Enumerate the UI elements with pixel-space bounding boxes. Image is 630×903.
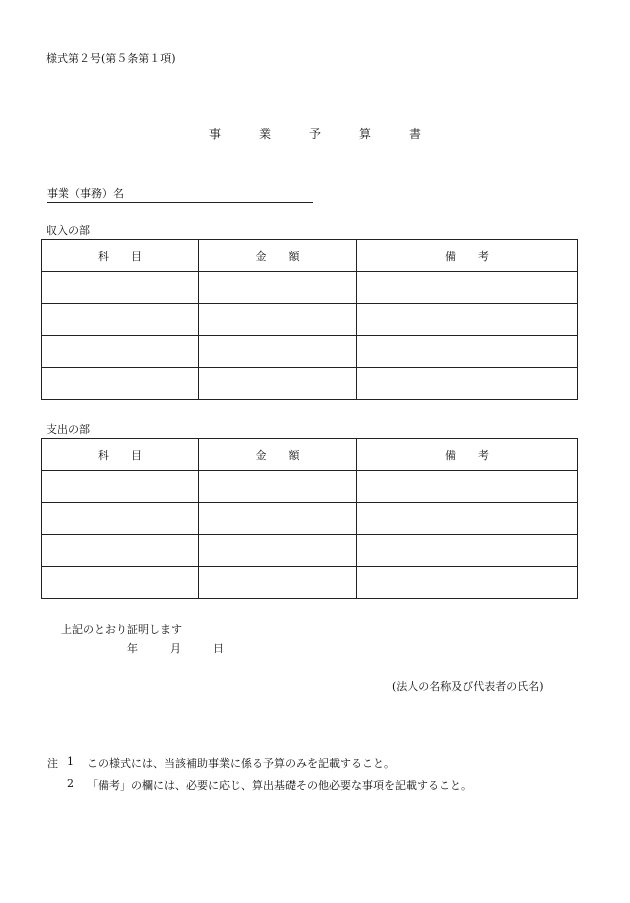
- column-header-item: 科 目: [42, 439, 199, 471]
- table-row: [42, 535, 578, 567]
- column-header-amount: 金 額: [199, 240, 357, 272]
- table-row: [42, 272, 578, 304]
- form-number: 様式第２号(第５条第１項): [46, 52, 176, 65]
- title-char: 業: [258, 127, 271, 141]
- note-number: 2: [67, 777, 74, 790]
- expense-table: [41, 438, 578, 599]
- table-cell: [42, 336, 199, 368]
- table-cell: [42, 304, 199, 336]
- table-cell: [357, 336, 578, 368]
- table-row: [42, 567, 578, 599]
- table-cell: [42, 503, 199, 535]
- column-header-remarks: 備 考: [357, 439, 578, 471]
- date-year-label: 年: [127, 642, 138, 655]
- title-char: 事: [208, 127, 221, 141]
- table-cell: [199, 503, 357, 535]
- date-day-label: 日: [213, 642, 224, 655]
- project-name-label: 事業（事務）名: [47, 187, 124, 200]
- expense-section-label: 支出の部: [46, 423, 90, 436]
- table-cell: [199, 272, 357, 304]
- column-header-item: 科 目: [42, 240, 199, 272]
- table-cell: [42, 368, 199, 400]
- table-row: [42, 304, 578, 336]
- table-cell: [357, 304, 578, 336]
- column-header-remarks: 備 考: [357, 240, 578, 272]
- income-table: [41, 239, 578, 400]
- table-cell: [199, 567, 357, 599]
- table-cell: [357, 272, 578, 304]
- table-cell: [199, 304, 357, 336]
- table-row: [42, 336, 578, 368]
- table-cell: [357, 567, 578, 599]
- note-item: [47, 777, 472, 793]
- note-item: [47, 755, 472, 771]
- table-cell: [357, 471, 578, 503]
- note-mark: 注: [47, 757, 58, 770]
- income-section-label: 収入の部: [46, 224, 90, 237]
- table-cell: [357, 503, 578, 535]
- note-number: 1: [67, 755, 74, 768]
- table-row: [42, 368, 578, 400]
- table-cell: [357, 535, 578, 567]
- table-cell: [199, 368, 357, 400]
- table-cell: [199, 336, 357, 368]
- table-cell: [42, 471, 199, 503]
- title-char: 書: [409, 127, 422, 141]
- signer-label: (法人の名称及び代表者の氏名): [392, 680, 544, 693]
- table-cell: [199, 471, 357, 503]
- table-cell: [199, 535, 357, 567]
- table-row: [42, 503, 578, 535]
- table-row: [42, 471, 578, 503]
- table-cell: [357, 368, 578, 400]
- notes-section: [47, 755, 472, 799]
- title-char: 予: [308, 127, 321, 141]
- column-header-amount: 金 額: [199, 439, 357, 471]
- note-text: この様式には、当該補助事業に係る予算のみを記載すること。: [87, 757, 395, 770]
- table-header-row: [42, 240, 578, 272]
- title-char: 算: [359, 127, 372, 141]
- date-month-label: 月: [170, 642, 181, 655]
- table-cell: [42, 567, 199, 599]
- table-cell: [42, 535, 199, 567]
- table-cell: [42, 272, 199, 304]
- note-text: 「備考」の欄には、必要に応じ、算出基礎その他必要な事項を記載すること。: [87, 779, 472, 792]
- document-title: [0, 125, 630, 142]
- table-header-row: [42, 439, 578, 471]
- date-line: [127, 640, 256, 656]
- certification-statement: 上記のとおり証明します: [61, 623, 182, 636]
- project-name-field: [47, 185, 313, 203]
